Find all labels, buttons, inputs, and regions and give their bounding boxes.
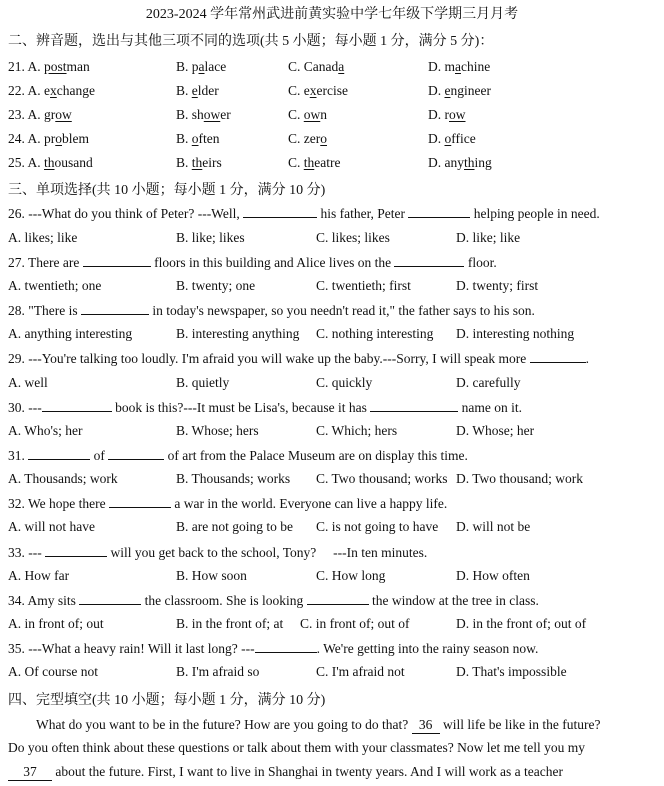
options-31: [8, 471, 664, 489]
option-b[interactable]: B. theirs: [176, 155, 222, 170]
option-c[interactable]: C. is not going to have: [316, 519, 439, 534]
blank-37: 37: [23, 764, 37, 779]
options-33: [8, 568, 664, 586]
option-a[interactable]: A. in front of; out: [8, 616, 104, 631]
option-a[interactable]: A. twentieth; one: [8, 278, 102, 293]
option-d[interactable]: D. row: [428, 107, 466, 122]
option-a[interactable]: A. How far: [8, 568, 70, 583]
option-c[interactable]: C. in front of; out of: [300, 616, 410, 631]
question-28: 28. "There is in today's newspaper, so you needn't read it," the father says to his son.: [8, 303, 535, 318]
phonetics-question-22: [8, 83, 664, 101]
passage-line-2: Do you often think about these questions or talk about them with your classmates? Now let me tell you my: [8, 740, 586, 755]
option-a[interactable]: 22. A. exchange: [8, 83, 95, 98]
section-3-heading: 三、单项选择(共 10 小题；每小题 1 分，满分 10 分): [8, 183, 326, 198]
option-b[interactable]: B. How soon: [176, 568, 247, 583]
option-c[interactable]: C. Canada: [288, 59, 345, 74]
passage-line-1: What do you want to be in the future? How are you going to do that? 36 will life be like in the future?: [36, 717, 601, 732]
option-d[interactable]: D. interesting nothing: [456, 326, 575, 341]
option-d[interactable]: D. That's impossible: [456, 664, 567, 679]
question-31: 31. of of art from the Palace Museum are on display this time.: [8, 448, 468, 463]
option-c[interactable]: C. zero: [288, 131, 327, 146]
option-c[interactable]: C. own: [288, 107, 328, 122]
option-a[interactable]: A. Who's; her: [8, 423, 83, 438]
option-d[interactable]: D. anything: [428, 155, 492, 170]
option-c[interactable]: C. theatre: [288, 155, 341, 170]
options-27: [8, 278, 664, 296]
option-d[interactable]: D. office: [428, 131, 476, 146]
option-b[interactable]: B. like; likes: [176, 230, 245, 245]
question-32: 32. We hope there a war in the world. Everyone can live a happy life.: [8, 496, 448, 511]
option-b[interactable]: B. I'm afraid so: [176, 664, 260, 679]
question-33: 33. --- will you get back to the school, Tony? ---In ten minutes.: [8, 545, 428, 560]
option-d[interactable]: D. How often: [456, 568, 530, 583]
options-32: [8, 519, 664, 537]
option-d[interactable]: D. will not be: [456, 519, 531, 534]
question-30: 30. --- book is this?---It must be Lisa's, because it has name on it.: [8, 400, 523, 415]
options-29: [8, 375, 664, 393]
option-a[interactable]: A. anything interesting: [8, 326, 133, 341]
option-d[interactable]: D. machine: [428, 59, 491, 74]
options-28: [8, 326, 664, 344]
option-c[interactable]: C. I'm afraid not: [316, 664, 405, 679]
option-c[interactable]: C. How long: [316, 568, 386, 583]
option-b[interactable]: B. elder: [176, 83, 219, 98]
option-a[interactable]: A. well: [8, 375, 48, 390]
option-b[interactable]: B. palace: [176, 59, 227, 74]
question-29: 29. ---You're talking too loudly. I'm afraid you will wake up the baby.---Sorry, I will speak more .: [8, 351, 590, 366]
options-35: [8, 664, 664, 682]
exam-title: 2023-2024 学年常州武进前黄实验中学七年级下学期三月月考: [145, 7, 519, 22]
question-34: 34. Amy sits the classroom. She is looking the window at the tree in class.: [8, 593, 539, 608]
option-d[interactable]: D. twenty; first: [456, 278, 539, 293]
option-a[interactable]: 21. A. postman: [8, 59, 90, 74]
option-c[interactable]: C. nothing interesting: [316, 326, 434, 341]
option-c[interactable]: C. likes; likes: [316, 230, 390, 245]
phonetics-question-21: [8, 59, 664, 77]
option-b[interactable]: B. Whose; hers: [176, 423, 259, 438]
option-d[interactable]: D. like; like: [456, 230, 521, 245]
option-b[interactable]: B. Thousands; works: [176, 471, 291, 486]
question-35: 35. ---What a heavy rain! Will it last long? --- . We're getting into the rainy season now.: [8, 641, 539, 656]
option-a[interactable]: A. Of course not: [8, 664, 98, 679]
option-a[interactable]: A. likes; like: [8, 230, 78, 245]
section-2-heading: 二、辨音题，选出与其他三项不同的选项(共 5 小题；每小题 1 分，满分 5 分)：: [8, 34, 494, 49]
option-d[interactable]: D. carefully: [456, 375, 521, 390]
option-a[interactable]: A. will not have: [8, 519, 95, 534]
option-b[interactable]: B. twenty; one: [176, 278, 256, 293]
option-d[interactable]: D. Whose; her: [456, 423, 535, 438]
option-c[interactable]: C. exercise: [288, 83, 348, 98]
phonetics-question-23: [8, 107, 664, 125]
option-a[interactable]: 23. A. grow: [8, 107, 72, 122]
option-d[interactable]: D. engineer: [428, 83, 491, 98]
option-a[interactable]: 24. A. problem: [8, 131, 90, 146]
option-b[interactable]: B. are not going to be: [176, 519, 293, 534]
option-d[interactable]: D. in the front of; out of: [456, 616, 587, 631]
option-a[interactable]: 25. A. thousand: [8, 155, 93, 170]
option-c[interactable]: C. Which; hers: [316, 423, 398, 438]
question-26: 26. ---What do you think of Peter? ---Well, his father, Peter helping people in need.: [8, 206, 600, 221]
passage-line-3: 37 about the future. First, I want to live in Shanghai in twenty years. And I will work as a teacher: [8, 764, 660, 781]
option-b[interactable]: B. often: [176, 131, 220, 146]
options-30: [8, 423, 664, 441]
option-c[interactable]: C. quickly: [316, 375, 373, 390]
phonetics-question-24: [8, 131, 664, 149]
option-a[interactable]: A. Thousands; work: [8, 471, 118, 486]
option-b[interactable]: B. quietly: [176, 375, 230, 390]
section-4-heading: 四、完型填空(共 10 小题；每小题 1 分，满分 10 分): [8, 693, 326, 708]
option-b[interactable]: B. interesting anything: [176, 326, 300, 341]
question-27: 27. There are floors in this building and Alice lives on the floor.: [8, 255, 497, 270]
option-c[interactable]: C. twentieth; first: [316, 278, 411, 293]
phonetics-question-25: [8, 155, 664, 173]
option-d[interactable]: D. Two thousand; work: [456, 471, 584, 486]
option-b[interactable]: B. in the front of; at: [176, 616, 284, 631]
option-b[interactable]: B. shower: [176, 107, 231, 122]
options-26: [8, 230, 664, 248]
options-34: [8, 616, 664, 634]
option-c[interactable]: C. Two thousand; works: [316, 471, 448, 486]
blank-36: 36: [418, 717, 433, 732]
